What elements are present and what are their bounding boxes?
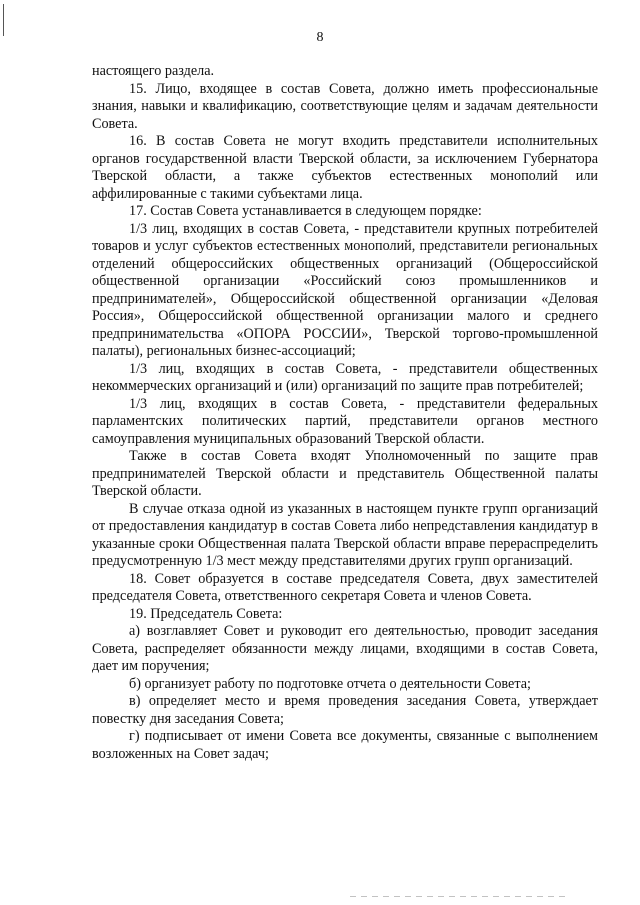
paragraph-continuation: настоящего раздела. — [92, 63, 215, 79]
paragraph-item-17: 17. Состав Совета устанавливается в следующем порядке: — [129, 203, 482, 219]
paragraph-group-2: 1/3 лиц, входящих в состав Совета, - представители общественных некоммерческих организаций и (или) организаций по защите прав потребителей; — [92, 360, 598, 394]
paragraph-item-18: 18. Совет образуется в составе председателя Совета, двух заместителей председателя Совета, ответственного секретаря Совета и членов Совета. — [92, 570, 598, 604]
paragraph-item-19-v: в) определяет место и время проведения заседания Совета, утверждает повестку дня заседания Совета; — [92, 693, 598, 727]
scan-edge-artifact — [350, 896, 570, 897]
document-body — [92, 63, 598, 763]
paragraph-refusal-case: В случае отказа одной из указанных в настоящем пункте групп организаций от предоставления кандидатур в состав Совета либо непредставления кандидатур в указанные сроки Общественная палата Тверской области вправе перераспределить предусмотренную 1/3 мест между представителями других групп организаций. — [92, 500, 598, 569]
paragraph-item-19-g: г) подписывает от имени Совета все документы, связанные с выполнением возложенных на Совет задач; — [92, 728, 598, 762]
paragraph-item-15: 15. Лицо, входящее в состав Совета, должно иметь профессиональные знания, навыки и квалификацию, соответствующие целям и задачам деятельности Совета. — [92, 80, 598, 132]
paragraph-group-3: 1/3 лиц, входящих в состав Совета, - представители федеральных парламентских политических партий, представители органов местного самоуправления муниципальных образований Тверской области. — [92, 395, 598, 447]
paragraph-item-19-b: б) организует работу по подготовке отчета о деятельности Совета; — [129, 675, 531, 692]
paragraph-also-included: Также в состав Совета входят Уполномоченный по защите прав предпринимателей Тверской области и представитель Общественной палаты Тверской области. — [92, 448, 598, 499]
paragraph-item-19-a: а) возглавляет Совет и руководит его деятельностью, проводит заседания Совета, распределяет обязанности между лицами, входящими в состав Совета, дает им поручения; — [92, 623, 598, 674]
paragraph-item-16: 16. В состав Совета не могут входить представители исполнительных органов государственной власти Тверской области, за исключением Губернатора Тверской области, а также субъектов естественных монополий или аффилированные с такими субъектами лица. — [92, 133, 598, 202]
page-number: 8 — [316, 30, 324, 45]
paragraph-group-1: 1/3 лиц, входящих в состав Совета, - представители крупных потребителей товаров и услуг субъектов естественных монополий, представители региональных отделений общероссийских общественных организаций (Общероссийской общественной организации «Российский союз промышленников и предпринимателей», Общероссийской общественной организации «Деловая Россия», Общероссийской общественной организации малого и среднего предпринимательства «ОПОРА РОССИИ», Тверской торгово-промышленной палаты), региональных бизнес-ассоциаций; — [92, 220, 598, 359]
paragraph-item-19: 19. Председатель Совета: — [129, 605, 283, 622]
